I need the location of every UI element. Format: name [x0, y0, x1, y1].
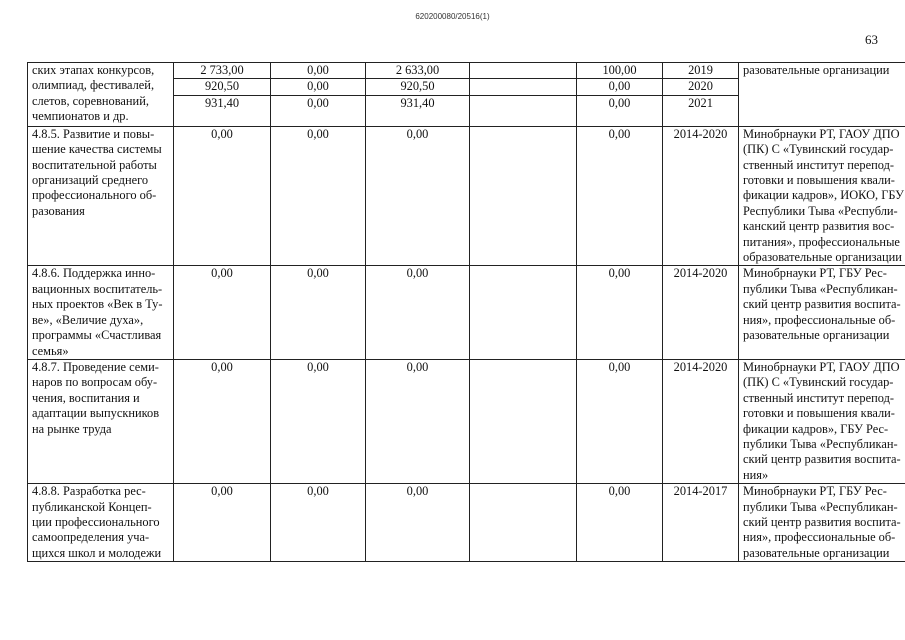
activity-name-line: публиканской Концеп-	[32, 499, 152, 514]
executor-line: Минобрнауки РТ, ГАОУ ДПО	[743, 359, 900, 374]
republic-budget-cell: 920,50	[366, 79, 470, 95]
table-row	[28, 359, 905, 483]
executor-line: разовательные организации	[743, 545, 890, 560]
local-budget-cell	[470, 359, 577, 483]
executor-line: фикации кадров», ИОКО, ГБУ	[743, 188, 904, 203]
executor-line: питания», профессиональные	[743, 234, 900, 249]
federal-budget-cell: 0,00	[271, 79, 366, 95]
executor-line: публики Тыва «Республикан-	[743, 436, 898, 451]
table-row	[28, 126, 905, 266]
executor-line: ния», профессиональные об-	[743, 530, 896, 545]
executor-cell	[739, 484, 905, 562]
activity-name-line: вационных воспитатель-	[32, 281, 163, 296]
activity-name-line: воспитательной работы	[32, 157, 157, 172]
executor-line: разовательные организации	[743, 63, 890, 77]
federal-budget-cell: 0,00	[271, 266, 366, 359]
activity-name-cell	[28, 266, 174, 359]
executor-line: ский центр развития воспита-	[743, 514, 901, 529]
executor-line: ния», профессиональные об-	[743, 312, 896, 327]
activity-name-line: ных проектов «Век в Ту-	[32, 297, 163, 312]
executor-line: ственный институт перепод-	[743, 390, 894, 405]
period-cell: 2014-2020	[663, 126, 739, 266]
activity-name-line: 4.8.6. Поддержка инно-	[32, 266, 156, 281]
federal-budget-cell: 0,00	[271, 359, 366, 483]
executor-cell	[739, 63, 905, 127]
federal-budget-cell: 0,00	[271, 484, 366, 562]
activity-name-line: ции профессионального	[32, 514, 160, 529]
republic-budget-cell: 2 633,00	[366, 63, 470, 79]
activity-name-line: профессионального об-	[32, 188, 157, 203]
local-budget-cell	[470, 95, 577, 126]
year-cell: 2021	[663, 95, 739, 126]
executor-line: образовательные организации	[743, 250, 902, 265]
federal-budget-cell: 0,00	[271, 95, 366, 126]
total-cell: 0,00	[174, 484, 271, 562]
total-cell: 0,00	[174, 359, 271, 483]
activity-name-line: ских этапах конкурсов,	[32, 63, 155, 77]
other-sources-cell: 0,00	[577, 126, 663, 266]
local-budget-cell	[470, 484, 577, 562]
other-sources-cell: 0,00	[577, 79, 663, 95]
activity-name-line: семья»	[32, 343, 69, 358]
period-cell: 2014-2020	[663, 359, 739, 483]
activity-name-line: слетов, соревнований,	[32, 93, 149, 108]
executor-line: канский центр развития вос-	[743, 219, 895, 234]
total-cell: 931,40	[174, 95, 271, 126]
total-cell: 0,00	[174, 266, 271, 359]
executor-line: готовки и повышения квали-	[743, 406, 895, 421]
executor-line: фикации кадров», ГБУ Рес-	[743, 421, 889, 436]
activity-name-cell	[28, 484, 174, 562]
year-cell: 2020	[663, 79, 739, 95]
total-cell: 2 733,00	[174, 63, 271, 79]
document-code: 620200080/20516(1)	[415, 12, 490, 21]
total-cell: 0,00	[174, 126, 271, 266]
activity-name-line: шение качества системы	[32, 142, 162, 157]
local-budget-cell	[470, 79, 577, 95]
activity-name-line: 4.8.5. Развитие и повы-	[32, 126, 155, 141]
executor-line: разовательные организации	[743, 328, 890, 343]
other-sources-cell: 0,00	[577, 484, 663, 562]
activity-name-line: программы «Счастливая	[32, 328, 162, 343]
executor-line: ния»	[743, 467, 769, 482]
executor-line: Республики Тыва «Республи-	[743, 203, 898, 218]
activity-name-line: адаптации выпускников	[32, 406, 160, 421]
activity-name-cell	[28, 126, 174, 266]
activity-name-line: щихся школ и молодежи	[32, 545, 162, 560]
federal-budget-cell: 0,00	[271, 126, 366, 266]
table-row	[28, 484, 905, 562]
activity-name-line: олимпиад, фестивалей,	[32, 78, 155, 93]
federal-budget-cell: 0,00	[271, 63, 366, 79]
executor-line: ский центр развития воспита-	[743, 297, 901, 312]
executor-line: публики Тыва «Республикан-	[743, 281, 898, 296]
page-number: 63	[865, 32, 878, 47]
republic-budget-cell: 931,40	[366, 95, 470, 126]
year-cell: 2019	[663, 63, 739, 79]
local-budget-cell	[470, 126, 577, 266]
period-cell: 2014-2020	[663, 266, 739, 359]
activity-name-cell	[28, 359, 174, 483]
other-sources-cell: 0,00	[577, 95, 663, 126]
executor-line: ский центр развития воспита-	[743, 452, 901, 467]
other-sources-cell: 100,00	[577, 63, 663, 79]
other-sources-cell: 0,00	[577, 266, 663, 359]
activity-name-line: чемпионатов и др.	[32, 109, 129, 124]
activity-name-line: чения, воспитания и	[32, 390, 140, 405]
executor-line: (ПК) С «Тувинский государ-	[743, 375, 894, 390]
republic-budget-cell: 0,00	[366, 359, 470, 483]
program-table	[27, 62, 905, 562]
executor-line: Минобрнауки РТ, ГБУ Рес-	[743, 266, 887, 281]
republic-budget-cell: 0,00	[366, 266, 470, 359]
activity-name-line: на рынке труда	[32, 421, 112, 436]
executor-line: Минобрнауки РТ, ГБУ Рес-	[743, 484, 887, 499]
executor-line: (ПК) С «Тувинский государ-	[743, 142, 894, 157]
activity-name-line: наров по вопросам обу-	[32, 375, 158, 390]
republic-budget-cell: 0,00	[366, 484, 470, 562]
activity-name-cell	[28, 63, 174, 127]
activity-name-line: разования	[32, 203, 85, 218]
table-row	[28, 63, 905, 79]
table-row	[28, 266, 905, 359]
activity-name-line: организаций среднего	[32, 173, 149, 188]
activity-name-line: ве», «Величие духа»,	[32, 312, 144, 327]
republic-budget-cell: 0,00	[366, 126, 470, 266]
executor-line: публики Тыва «Республикан-	[743, 499, 898, 514]
executor-line: ственный институт перепод-	[743, 157, 894, 172]
activity-name-line: 4.8.8. Разработка рес-	[32, 484, 146, 499]
executor-cell	[739, 359, 905, 483]
local-budget-cell	[470, 266, 577, 359]
period-cell: 2014-2017	[663, 484, 739, 562]
executor-line: Минобрнауки РТ, ГАОУ ДПО	[743, 126, 900, 141]
other-sources-cell: 0,00	[577, 359, 663, 483]
local-budget-cell	[470, 63, 577, 79]
executor-cell	[739, 266, 905, 359]
executor-line: готовки и повышения квали-	[743, 173, 895, 188]
activity-name-line: 4.8.7. Проведение семи-	[32, 359, 159, 374]
total-cell: 920,50	[174, 79, 271, 95]
activity-name-line: самоопределения уча-	[32, 530, 150, 545]
executor-cell	[739, 126, 905, 266]
